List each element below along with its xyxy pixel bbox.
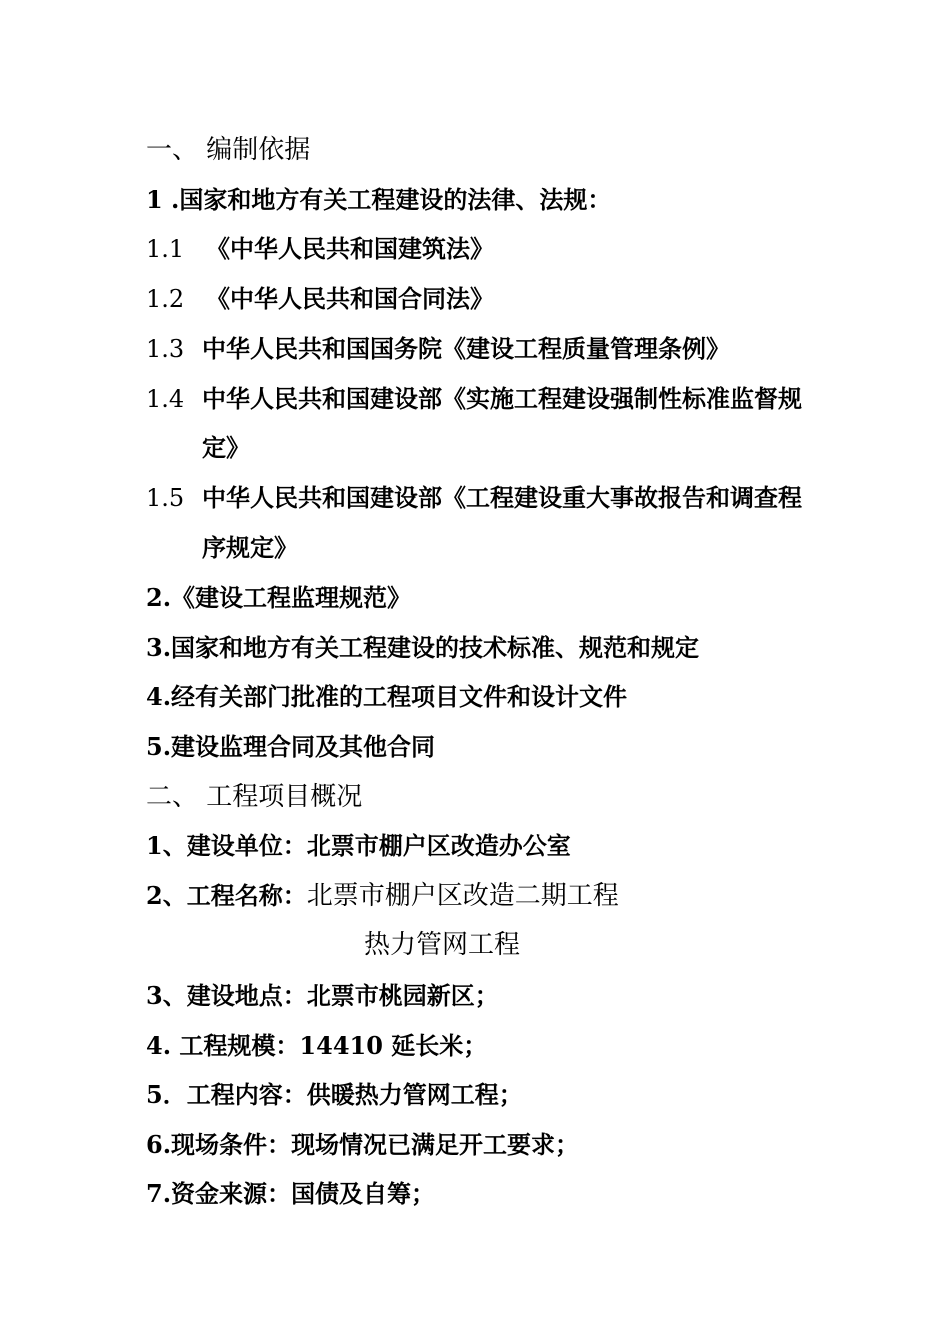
field-label: 3、建设地点： [146,981,307,1010]
section1-item-3: 3.国家和地方有关工程建设的技术标准、规范和规定 [146,633,700,662]
section1-item-1-5-cont: 序规定》 [202,533,298,562]
section1-item-1-1 [146,233,494,265]
item-number: 1.5 [146,484,185,512]
field-value: 北票市棚户区改造二期工程 [306,881,619,911]
section1-item-1-5 [146,482,802,514]
section1-item-1-4 [146,383,802,415]
field-label: 5．工程内容： [146,1080,307,1109]
section1-item-1-4-cont: 定》 [202,433,250,462]
item-text: 中华人民共和国建设部《工程建设重大事故报告和调查程 [202,483,802,512]
field-value-number: 14410 [299,1031,383,1060]
section1-item-1-2 [146,283,494,315]
section2-item-2 [146,880,619,912]
field-label: 1、建设单位： [146,831,307,860]
field-value-unit: 延长米； [391,1031,488,1060]
section2-item-7 [146,1178,435,1210]
field-value: 北票市桃园新区； [306,981,499,1010]
item-number: 1.4 [146,385,185,413]
field-label: 2、工程名称： [146,881,307,910]
item-text: 中华人民共和国建设部《实施工程建设强制性标准监督规 [202,384,802,413]
item-text: 《中华人民共和国建筑法》 [206,234,494,263]
field-value: 国债及自筹； [291,1179,436,1208]
section1-item-1-3 [146,333,730,365]
field-value: 北票市棚户区改造办公室 [306,831,571,860]
field-label: 7.资金来源： [146,1179,292,1208]
section2-item-5 [146,1079,523,1111]
item-text: 《中华人民共和国合同法》 [206,284,494,313]
section2-item-3 [146,980,499,1012]
item-text: 中华人民共和国国务院《建设工程质量管理条例》 [202,334,730,363]
section2-heading: 二、 工程项目概况 [146,782,363,812]
section1-item-1: 1 .国家和地方有关工程建设的法律、法规： [146,185,612,214]
section1-item-5: 5.建设监理合同及其他合同 [146,732,436,761]
section2-item-6 [146,1129,579,1161]
field-value: 供暖热力管网工程； [306,1080,523,1109]
section1-heading: 一、 编制依据 [146,135,311,165]
section2-item-2-cont: 热力管网工程 [364,930,521,960]
item-number: 1.3 [146,335,185,363]
field-label: 6.现场条件： [146,1130,292,1159]
field-label: 4. 工程规模： [146,1031,300,1060]
field-value: 现场情况已满足开工要求； [291,1130,580,1159]
section2-item-4 [146,1030,487,1062]
item-number: 1.2 [146,285,185,313]
section1-item-4: 4.经有关部门批准的工程项目文件和设计文件 [146,682,628,711]
section1-item-2: 2.《建设工程监理规范》 [146,583,412,612]
section2-item-1 [146,830,571,862]
item-number: 1.1 [146,235,185,263]
